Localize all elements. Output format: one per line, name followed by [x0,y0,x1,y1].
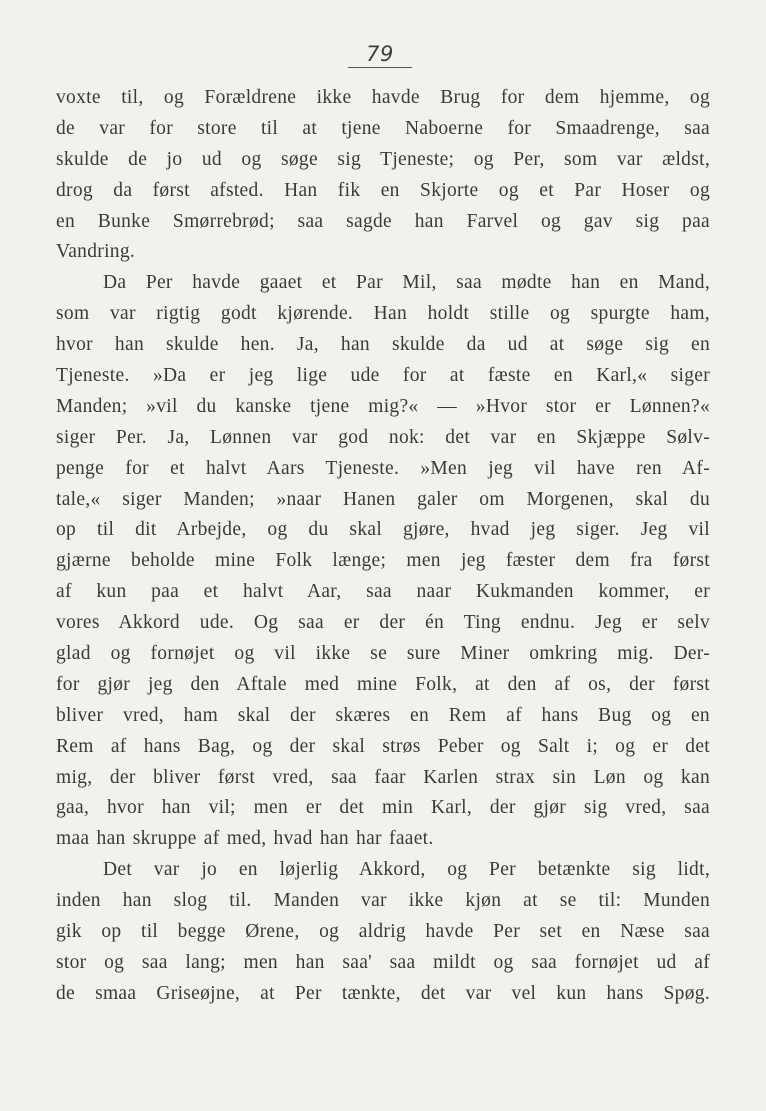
text-line: gik op til begge Ørene, og aldrig havde Per set en Næse saa [56,921,710,943]
text-line: Manden; »vil du kanske tjene mig?« — »Hvor stor er Lønnen?« [56,395,710,417]
text-line: penge for et halvt Aars Tjeneste. »Men jeg vil have ren Af- [56,457,710,479]
text-line: vores Akkord ude. Og saa er der én Ting endnu. Jeg er selv [56,612,710,634]
text-line: mig, der bliver først vred, saa faar Karlen strax sin Løn og kan [56,766,710,788]
body-text [56,83,710,1010]
text-line: tale,« siger Manden; »naar Hanen galer om Morgenen, skal du [56,488,710,510]
text-line: glad og fornøjet og vil ikke se sure Miner omkring mig. Der- [56,643,710,665]
text-line: Da Per havde gaaet et Par Mil, saa mødte han en Mand, [103,272,710,294]
text-line: de var for store til at tjene Naboerne for Smaadrenge, saa [56,117,710,139]
text-line: skulde de jo ud og søge sig Tjeneste; og Per, som var ældst, [56,148,710,170]
text-line: maa han skruppe af med, hvad han har faaet. [56,828,434,850]
text-line: for gjør jeg den Aftale med mine Folk, at den af os, der først [56,673,710,695]
text-line: voxte til, og Forældrene ikke havde Brug for dem hjemme, og [56,87,710,108]
text-line: Vandring. [56,241,136,263]
text-line: Rem af hans Bag, og der skal strøs Peber og Salt i; og er det [56,735,710,757]
text-line: inden han slog til. Manden var ikke kjøn at se til: Munden [56,890,710,912]
text-line: stor og saa lang; men han saa' saa mildt og saa fornøjet ud af [56,951,710,973]
text-line: bliver vred, ham skal der skæres en Rem af hans Bug og en [56,704,710,726]
text-line: af kun paa et halvt Aar, saa naar Kukmanden kommer, er [56,581,710,603]
text-line: som var rigtig godt kjørende. Han holdt stille og spurgte ham, [56,303,710,325]
text-line: hvor han skulde hen. Ja, han skulde da ud at søge sig en [56,334,710,356]
text-line: gaa, hvor han vil; men er det min Karl, der gjør sig vred, saa [56,797,710,819]
text-line: siger Per. Ja, Lønnen var god nok: det var en Skjæppe Sølv- [56,426,710,448]
text-line: de smaa Griseøjne, at Per tænkte, det var vel kun hans Spøg. [56,982,710,1004]
text-line: Tjeneste. »Da er jeg lige ude for at fæste en Karl,« siger [56,365,710,387]
text-line: drog da først afsted. Han fik en Skjorte og et Par Hoser og [56,179,710,201]
page-number-container [339,42,421,68]
text-line: en Bunke Smørrebrød; saa sagde han Farvel og gav sig paa [56,210,710,232]
page-number: 79 [348,42,412,68]
text-line: Det var jo en løjerlig Akkord, og Per betænkte sig lidt, [103,859,710,881]
text-line: op til dit Arbejde, og du skal gjøre, hvad jeg siger. Jeg vil [56,519,710,541]
text-line: gjærne beholde mine Folk længe; men jeg fæster dem fra først [56,550,710,572]
